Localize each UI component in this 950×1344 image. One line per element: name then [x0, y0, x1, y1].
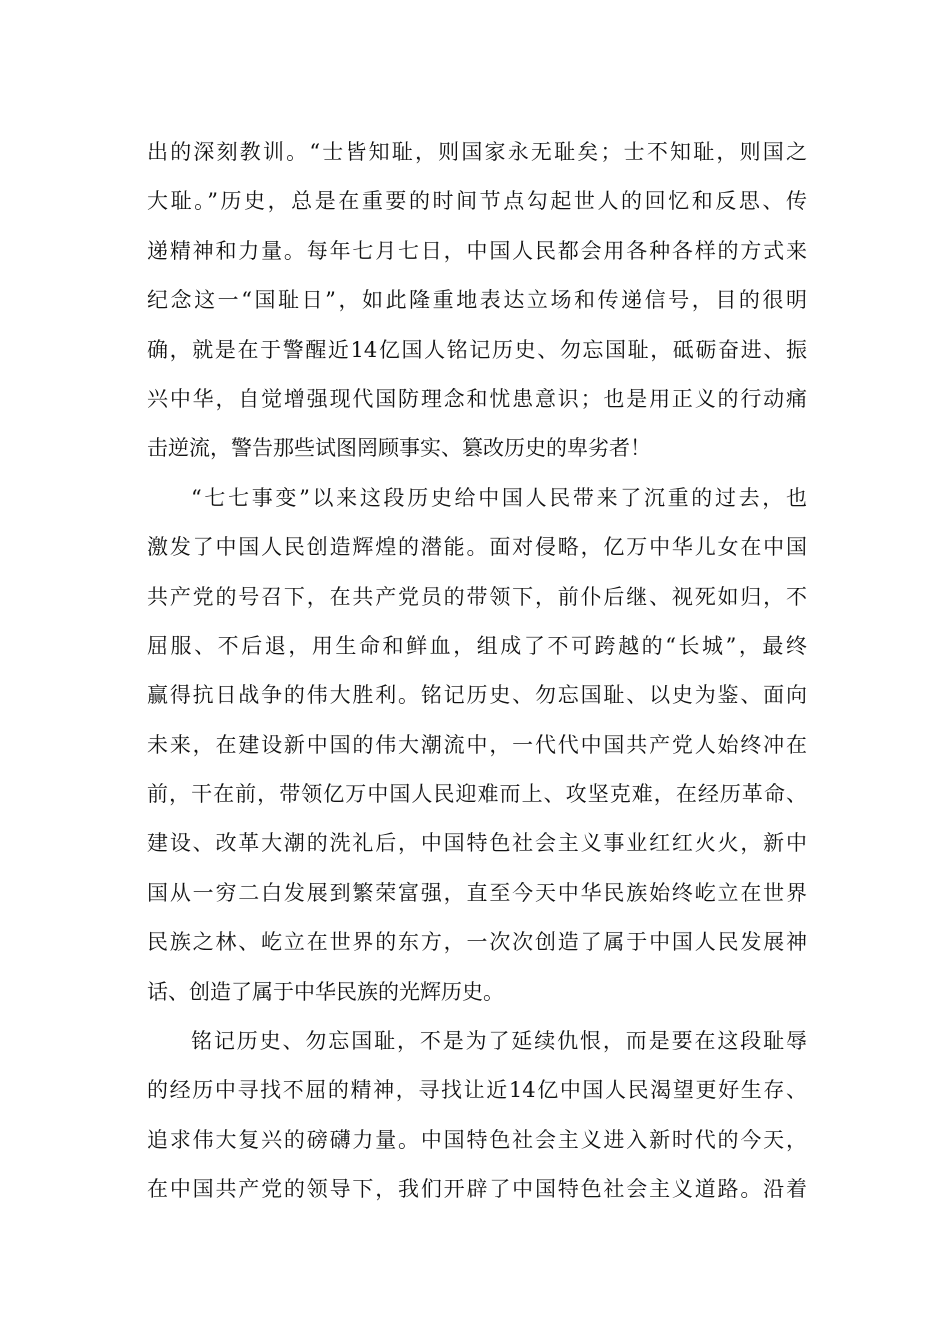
text-line: 共产党的号召下，在共产党员的带领下，前仆后继、视死如归，不 — [147, 584, 807, 609]
text-line: 大耻。”历史，总是在重要的时间节点勾起世人的回忆和反思、传 — [147, 189, 807, 214]
text-line: 兴中华，自觉增强现代国防理念和忧患意识；也是用正义的行动痛 — [147, 386, 807, 411]
text-line: 前，干在前，带领亿万中国人民迎难而上、攻坚克难，在经历革命、 — [147, 782, 807, 807]
text-line: 国从一穷二白发展到繁荣富强，直至今天中华民族始终屹立在世界 — [147, 880, 807, 905]
text-line: 纪念这一“国耻日”，如此隆重地表达立场和传递信号，目的很明 — [147, 288, 807, 313]
text-line: 建设、改革大潮的洗礼后，中国特色社会主义事业红红火火，新中 — [147, 831, 807, 856]
paragraph-first-line: “七七事变”以来这段历史给中国人民带来了沉重的过去，也 — [191, 485, 807, 510]
text-line: 激发了中国人民创造辉煌的潜能。面对侵略，亿万中华儿女在中国 — [147, 535, 807, 560]
text-line: 确，就是在于警醒近14亿国人铭记历史、勿忘国耻，砥砺奋进、振 — [147, 337, 807, 362]
text-line: 在中国共产党的领导下，我们开辟了中国特色社会主义道路。沿着 — [147, 1177, 807, 1202]
text-line: 追求伟大复兴的磅礴力量。中国特色社会主义进入新时代的今天， — [147, 1127, 807, 1152]
body-text — [147, 128, 807, 1215]
text-line: 击逆流，警告那些试图罔顾事实、篡改历史的卑劣者！ — [147, 436, 651, 461]
text-line: 未来，在建设新中国的伟大潮流中，一代代中国共产党人始终冲在 — [147, 732, 807, 757]
text-line: 赢得抗日战争的伟大胜利。铭记历史、勿忘国耻、以史为鉴、面向 — [147, 683, 807, 708]
text-line: 递精神和力量。每年七月七日，中国人民都会用各种各样的方式来 — [147, 238, 807, 263]
text-line: 屈服、不后退，用生命和鲜血，组成了不可跨越的“长城”，最终 — [147, 633, 807, 658]
paragraph-first-line: 铭记历史、勿忘国耻，不是为了延续仇恨，而是要在这段耻辱 — [191, 1029, 807, 1054]
text-line: 的经历中寻找不屈的精神，寻找让近14亿中国人民渴望更好生存、 — [147, 1078, 807, 1103]
text-line: 出的深刻教训。“士皆知耻，则国家永无耻矣；士不知耻，则国之 — [147, 140, 807, 164]
text-line: 话、创造了属于中华民族的光辉历史。 — [147, 979, 504, 1004]
text-line: 民族之林、屹立在世界的东方，一次次创造了属于中国人民发展神 — [147, 930, 807, 955]
